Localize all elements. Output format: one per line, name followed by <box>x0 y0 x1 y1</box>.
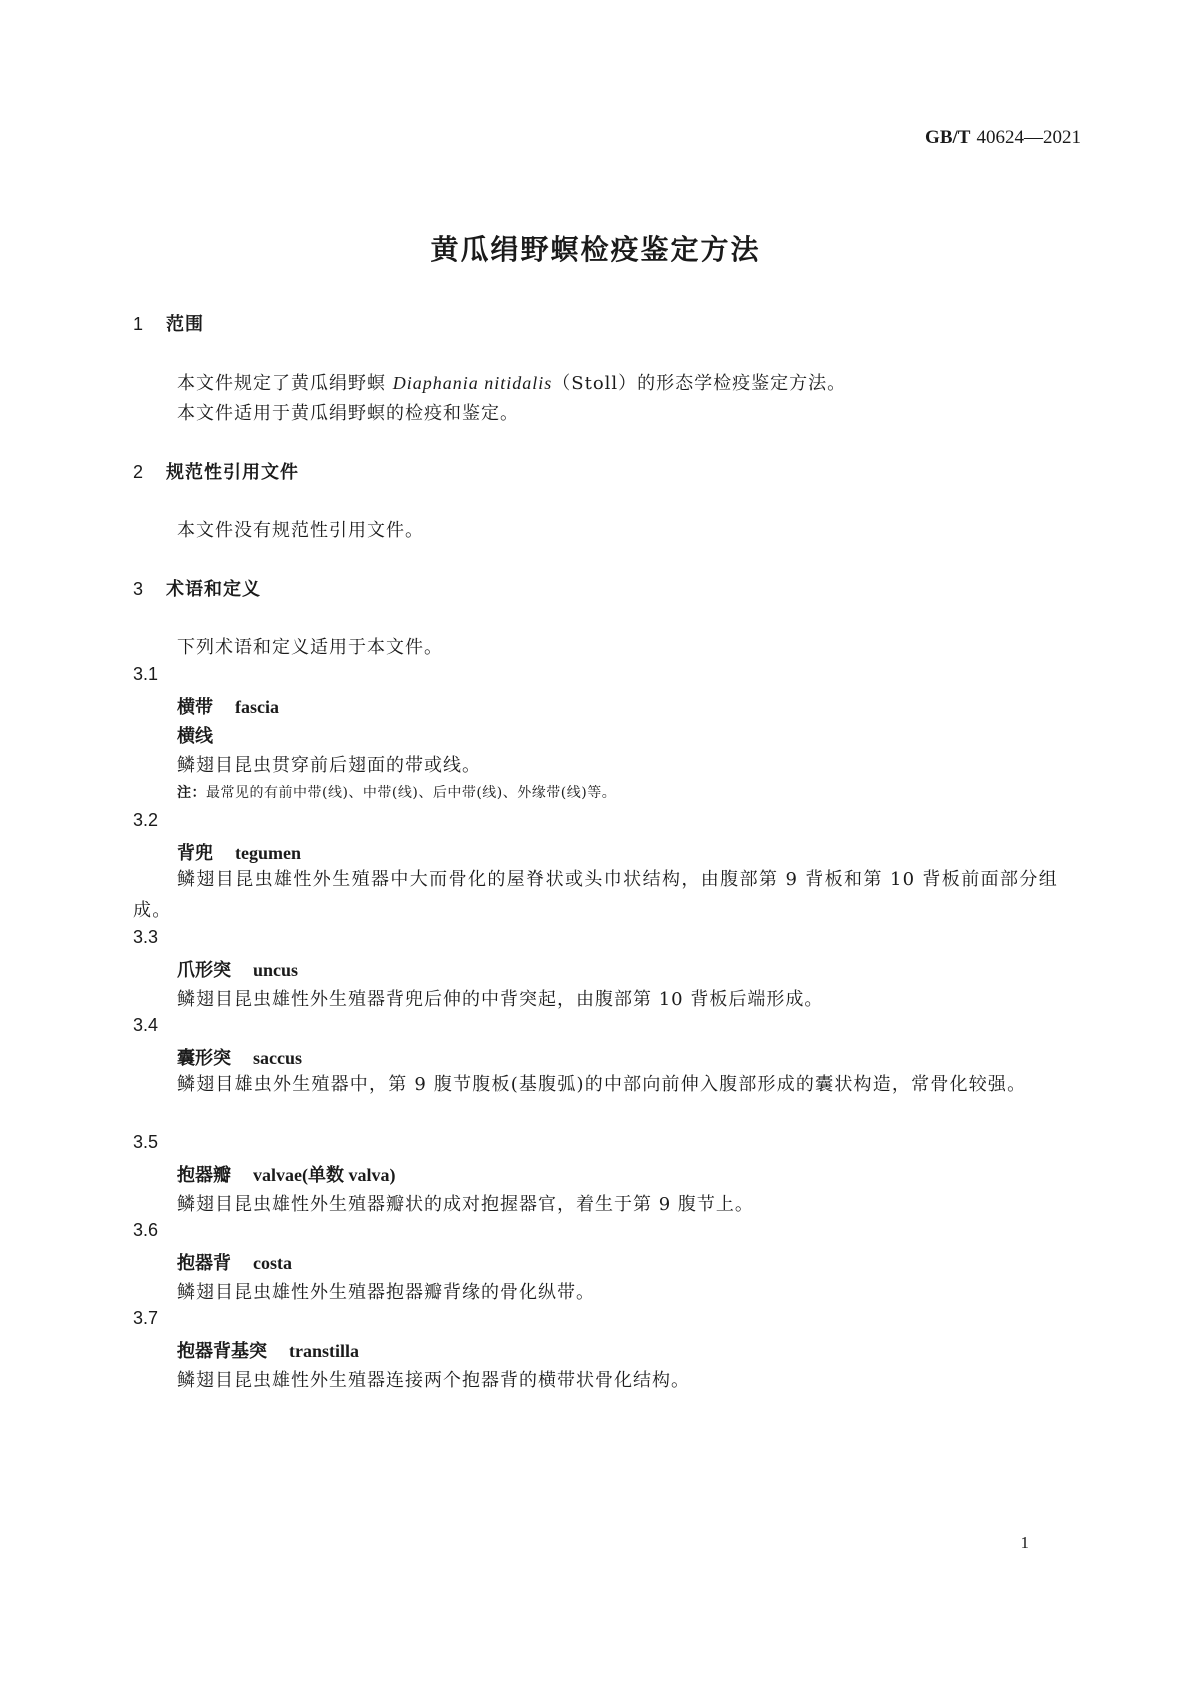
term-number: 3.4 <box>133 1015 159 1035</box>
term-zh: 囊形突 <box>177 1048 231 1069</box>
term-number: 3.3 <box>133 927 159 947</box>
standard-code-number: 40624—2021 <box>976 127 1081 148</box>
section-2-heading <box>133 458 299 484</box>
term-heading <box>177 1044 302 1070</box>
scope-text-b: （Stoll）的形态学检疫鉴定方法。 <box>552 373 847 394</box>
term-number: 3.2 <box>133 810 159 830</box>
term-definition: 鳞翅目雄虫外生殖器中，第 9 腹节腹板(基腹弧)的中部向前伸入腹部形成的囊状构造，常骨化较强。 <box>177 1074 1027 1095</box>
term-en: saccus <box>253 1048 302 1068</box>
term-en: tegumen <box>235 843 301 863</box>
term-heading <box>177 956 298 982</box>
term-zh: 爪形突 <box>177 960 231 981</box>
term-en: fascia <box>235 697 279 717</box>
term-en: valvae(单数 valva) <box>253 1165 396 1185</box>
section-number: 2 <box>133 462 144 482</box>
term-definition: 鳞翅目昆虫雄性外生殖器瓣状的成对抱握器官，着生于第 9 腹节上。 <box>177 1194 754 1215</box>
term-en: costa <box>253 1253 292 1273</box>
section-label: 术语和定义 <box>166 579 261 600</box>
terms-intro-paragraph: 下列术语和定义适用于本文件。 <box>177 637 443 658</box>
section-label: 范围 <box>166 314 204 335</box>
standard-code <box>925 126 1081 149</box>
section-number: 1 <box>133 314 144 334</box>
term-number: 3.1 <box>133 664 159 684</box>
section-3-heading <box>133 575 261 601</box>
term-definition: 鳞翅目昆虫贯穿前后翅面的带或线。 <box>177 755 481 776</box>
term-definition: 鳞翅目昆虫雄性外生殖器连接两个抱器背的横带状骨化结构。 <box>177 1370 690 1391</box>
note-label: 注： <box>177 785 206 801</box>
term-definition: 鳞翅目昆虫雄性外生殖器背兜后伸的中背突起，由腹部第 10 背板后端形成。 <box>177 989 824 1010</box>
standard-code-prefix: GB/T <box>925 127 971 148</box>
term-alternate: 横线 <box>177 726 213 747</box>
term-heading <box>177 1337 359 1363</box>
term-number: 3.6 <box>133 1220 159 1240</box>
section-label: 规范性引用文件 <box>166 462 299 483</box>
term-heading <box>177 693 279 719</box>
term-number: 3.7 <box>133 1308 159 1328</box>
term-zh: 抱器瓣 <box>177 1165 231 1186</box>
term-zh: 抱器背 <box>177 1253 231 1274</box>
term-heading <box>177 1249 292 1275</box>
term-number: 3.5 <box>133 1132 159 1152</box>
term-note <box>177 782 616 802</box>
species-name: Diaphania nitidalis <box>392 373 553 393</box>
page-number: 1 <box>1020 1533 1029 1552</box>
scope-paragraph-1 <box>177 369 846 395</box>
note-text: 最常见的有前中带(线)、中带(线)、后中带(线)、外缘带(线)等。 <box>206 785 617 801</box>
scope-paragraph-2: 本文件适用于黄瓜绢野螟的检疫和鉴定。 <box>177 403 519 424</box>
term-en: transtilla <box>289 1341 359 1361</box>
section-number: 3 <box>133 579 144 599</box>
document-title: 黄瓜绢野螟检疫鉴定方法 <box>430 233 761 266</box>
term-definition: 鳞翅目昆虫雄性外生殖器中大而骨化的屋脊状或头巾状结构，由腹部第 9 背板和第 10 背板前面部分组成。 <box>133 869 1058 921</box>
term-heading <box>177 1161 395 1187</box>
term-heading <box>177 839 301 865</box>
term-zh: 抱器背基突 <box>177 1341 267 1362</box>
scope-text-a: 本文件规定了黄瓜绢野螟 <box>177 373 393 394</box>
term-en: uncus <box>253 960 299 980</box>
term-definition: 鳞翅目昆虫雄性外生殖器抱器瓣背缘的骨化纵带。 <box>177 1282 595 1303</box>
term-zh: 背兜 <box>177 843 213 864</box>
references-paragraph: 本文件没有规范性引用文件。 <box>177 520 424 541</box>
section-1-heading <box>133 310 204 336</box>
term-zh: 横带 <box>177 697 213 718</box>
